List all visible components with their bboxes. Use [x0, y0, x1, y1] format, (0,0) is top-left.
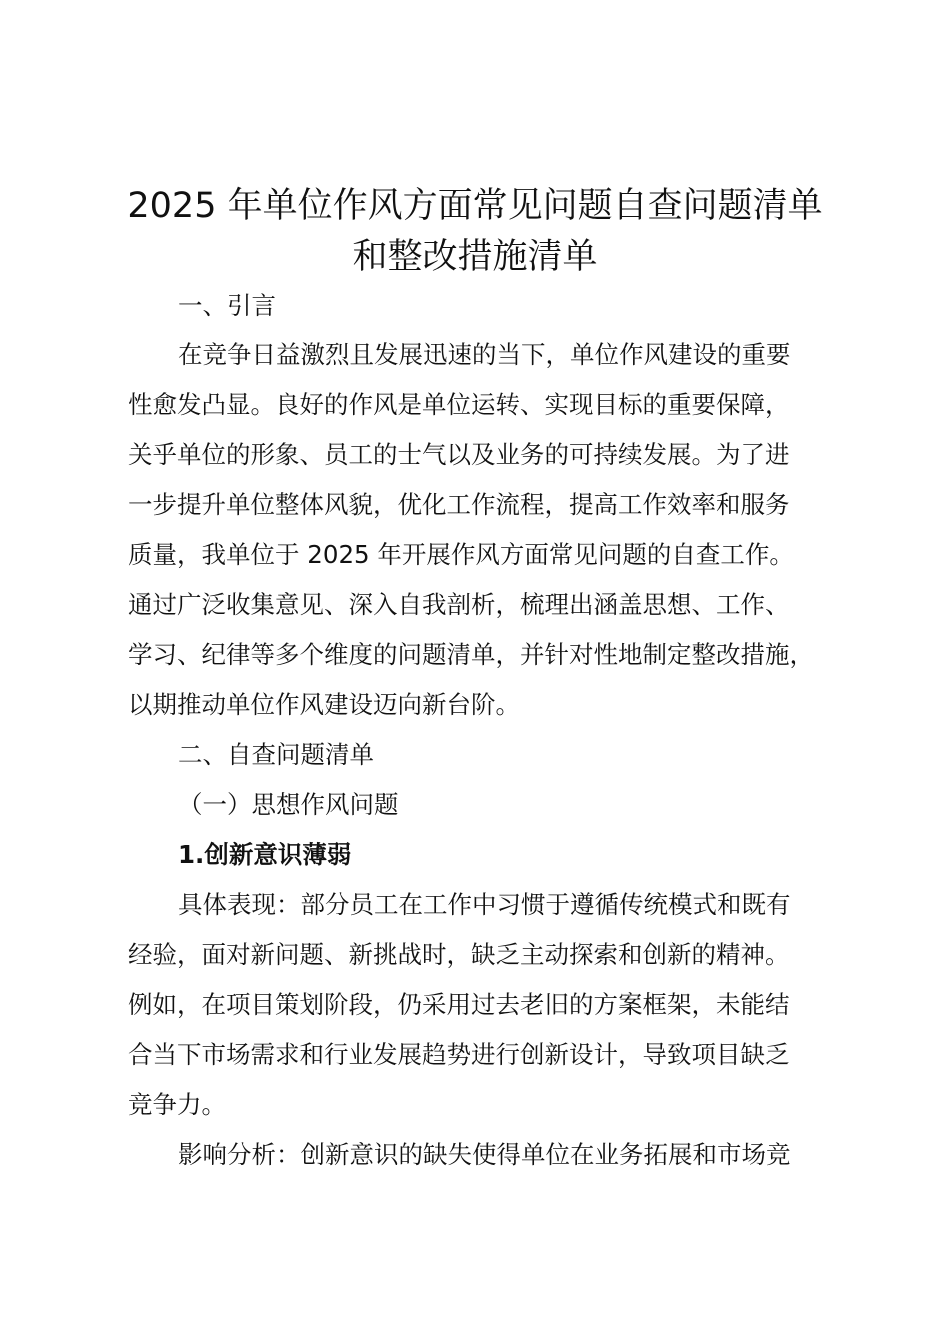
intro-paragraph-line: 质量，我单位于 2025 年开展作风方面常见问题的自查工作。: [128, 540, 794, 569]
manifestation-line: 合当下市场需求和行业发展趋势进行创新设计，导致项目缺乏: [128, 1040, 790, 1069]
manifestation-line: 竞争力。: [128, 1090, 226, 1119]
document-title-line-2: 和整改措施清单: [352, 237, 598, 277]
intro-paragraph-line: 通过广泛收集意见、深入自我剖析，梳理出涵盖思想、工作、: [128, 590, 790, 619]
checklist-heading: 二、自查问题清单: [178, 740, 374, 769]
intro-heading: 一、引言: [178, 291, 276, 320]
item-heading-innovation: 1.创新意识薄弱: [178, 840, 352, 869]
intro-paragraph-line: 在竞争日益激烈且发展迅速的当下，单位作风建设的重要: [178, 340, 791, 369]
intro-paragraph-line: 以期推动单位作风建设迈向新台阶。: [128, 690, 520, 719]
manifestation-line: 具体表现：部分员工在工作中习惯于遵循传统模式和既有: [178, 890, 791, 919]
intro-paragraph-line: 一步提升单位整体风貌，优化工作流程，提高工作效率和服务: [128, 490, 790, 519]
sub-heading-ideological: （一）思想作风问题: [178, 790, 399, 819]
intro-paragraph-line: 性愈发凸显。良好的作风是单位运转、实现目标的重要保障，: [128, 390, 790, 419]
impact-line: 影响分析：创新意识的缺失使得单位在业务拓展和市场竞: [178, 1140, 791, 1169]
intro-paragraph-line: 学习、纪律等多个维度的问题清单，并针对性地制定整改措施，: [128, 640, 814, 669]
intro-paragraph-line: 关乎单位的形象、员工的士气以及业务的可持续发展。为了进: [128, 440, 790, 469]
manifestation-line: 经验，面对新问题、新挑战时，缺乏主动探索和创新的精神。: [128, 940, 790, 969]
manifestation-line: 例如，在项目策划阶段，仍采用过去老旧的方案框架，未能结: [128, 990, 790, 1019]
document-title-line-1: 2025 年单位作风方面常见问题自查问题清单: [127, 186, 823, 226]
